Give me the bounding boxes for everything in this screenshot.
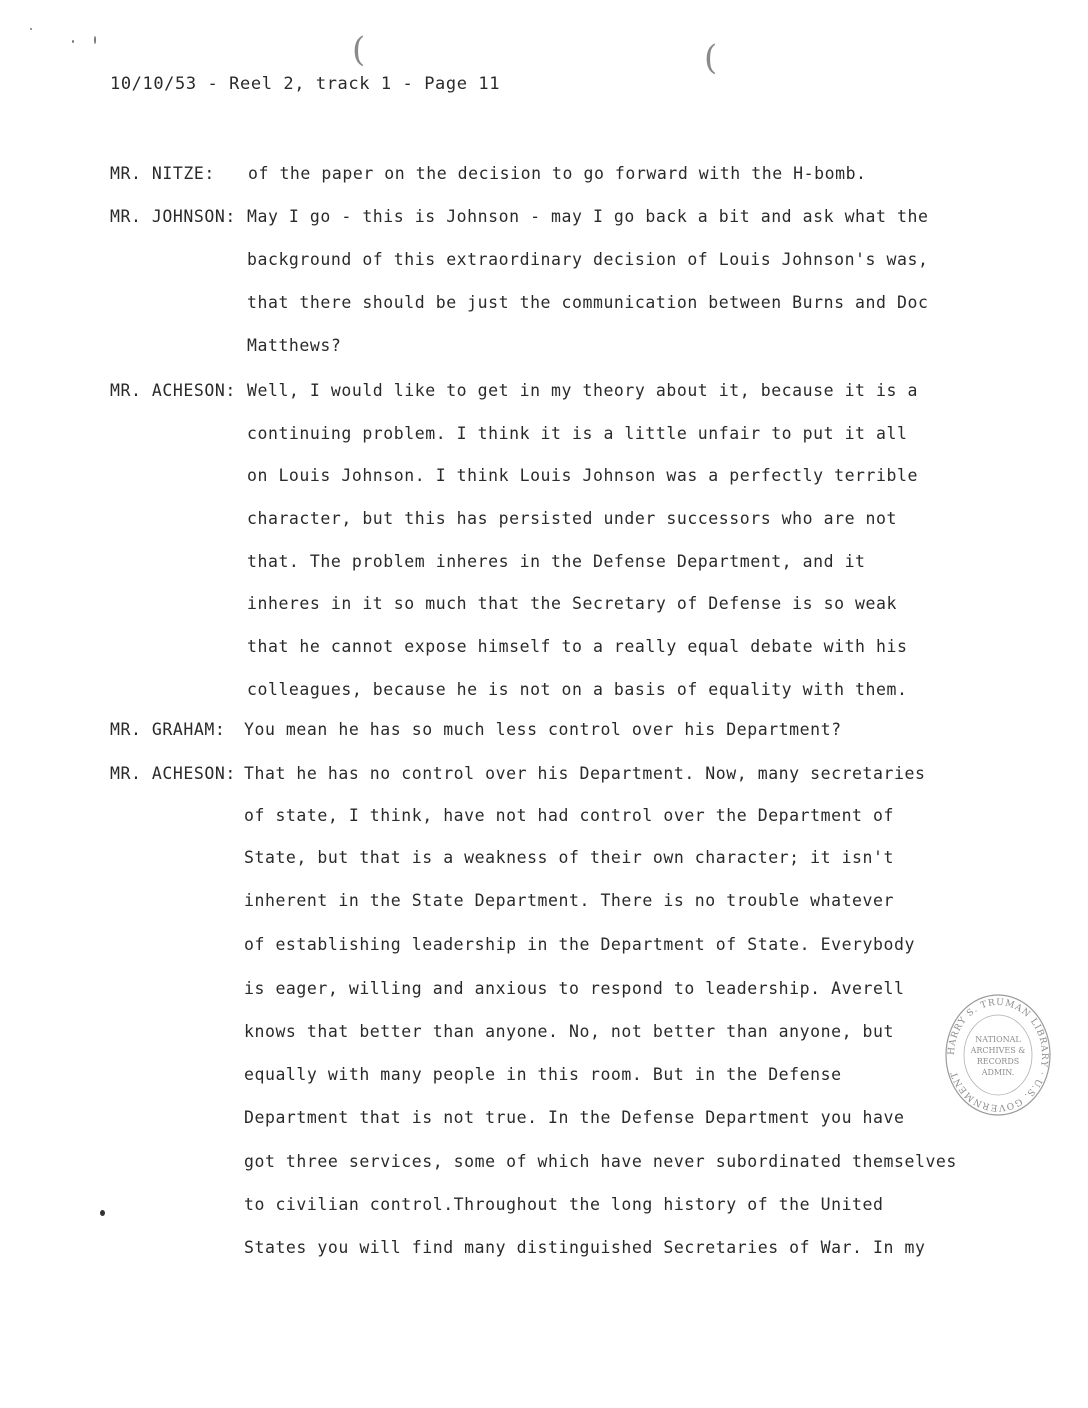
transcript-line: Well, I would like to get in my theory about it, because it is a: [247, 381, 918, 400]
transcript-line: got three services, some of which have never subordinated themselves: [244, 1152, 957, 1171]
transcript-line: that he cannot expose himself to a really equal debate with his: [247, 637, 908, 656]
transcript-line: inherent in the State Department. There is no trouble whatever: [244, 891, 894, 910]
punch-mark-right: (: [704, 38, 718, 78]
transcript-line: is eager, willing and anxious to respond to leadership. Averell: [244, 979, 905, 998]
transcript-line: That he has no control over his Department. Now, many secretaries: [244, 764, 926, 783]
transcript-line: knows that better than anyone. No, not better than anyone, but: [244, 1022, 894, 1041]
transcript-line: of establishing leadership in the Department of State. Everybody: [244, 935, 915, 954]
svg-text:ARCHIVES &: ARCHIVES &: [970, 1046, 1026, 1055]
speaker-label: MR. NITZE:: [110, 164, 215, 183]
transcript-line: State, but that is a weakness of their own character; it isn't: [244, 848, 894, 867]
transcript-line: that there should be just the communication between Burns and Doc: [247, 293, 929, 312]
library-stamp-graphic: [943, 990, 1053, 1120]
speaker-label: MR. ACHESON:: [110, 764, 236, 783]
transcript-line: You mean he has so much less control over his Department?: [244, 720, 842, 739]
speck: [100, 1210, 105, 1216]
punch-mark-left: (: [352, 30, 366, 70]
transcript-line: Department that is not true. In the Defense Department you have: [244, 1108, 905, 1127]
transcript-line: States you will find many distinguished Secretaries of War. In my: [244, 1238, 926, 1257]
speaker-label: MR. ACHESON:: [110, 381, 236, 400]
speaker-label: MR. JOHNSON:: [110, 207, 236, 226]
speck: [72, 40, 74, 43]
transcript-line: of state, I think, have not had control over the Department of: [244, 806, 894, 825]
transcript-line: May I go - this is Johnson - may I go back a bit and ask what the: [247, 207, 929, 226]
speck: [30, 28, 32, 30]
transcript-line: of the paper on the decision to go forward with the H-bomb.: [248, 164, 867, 183]
library-stamp: [943, 990, 1053, 1120]
svg-text:RECORDS: RECORDS: [976, 1057, 1020, 1066]
svg-text:ADMIN.: ADMIN.: [981, 1068, 1015, 1077]
speaker-label: MR. GRAHAM:: [110, 720, 226, 739]
transcript-line: on Louis Johnson. I think Louis Johnson was a perfectly terrible: [247, 466, 918, 485]
transcript-line: character, but this has persisted under successors who are not: [247, 509, 897, 528]
transcript-line: to civilian control.Throughout the long history of the United: [244, 1195, 884, 1214]
svg-text:HARRY S. TRUMAN LIBRARY · U.S.: HARRY S. TRUMAN LIBRARY · U.S. GOVERNMENT: [946, 997, 1050, 1113]
transcript-line: colleagues, because he is not on a basis of equality with them.: [247, 680, 908, 699]
transcript-line: continuing problem. I think it is a little unfair to put it all: [247, 424, 908, 443]
transcript-line: that. The problem inheres in the Defense Department, and it: [247, 552, 866, 571]
transcript-line: inheres in it so much that the Secretary of Defense is so weak: [247, 594, 897, 613]
speck: [94, 36, 96, 44]
page-header: 10/10/53 - Reel 2, track 1 - Page 11: [110, 74, 501, 94]
transcript-line: Matthews?: [247, 336, 342, 355]
transcript-line: background of this extraordinary decision of Louis Johnson's was,: [247, 250, 929, 269]
transcript-line: equally with many people in this room. But in the Defense: [244, 1065, 842, 1084]
svg-text:NATIONAL: NATIONAL: [975, 1035, 1021, 1044]
